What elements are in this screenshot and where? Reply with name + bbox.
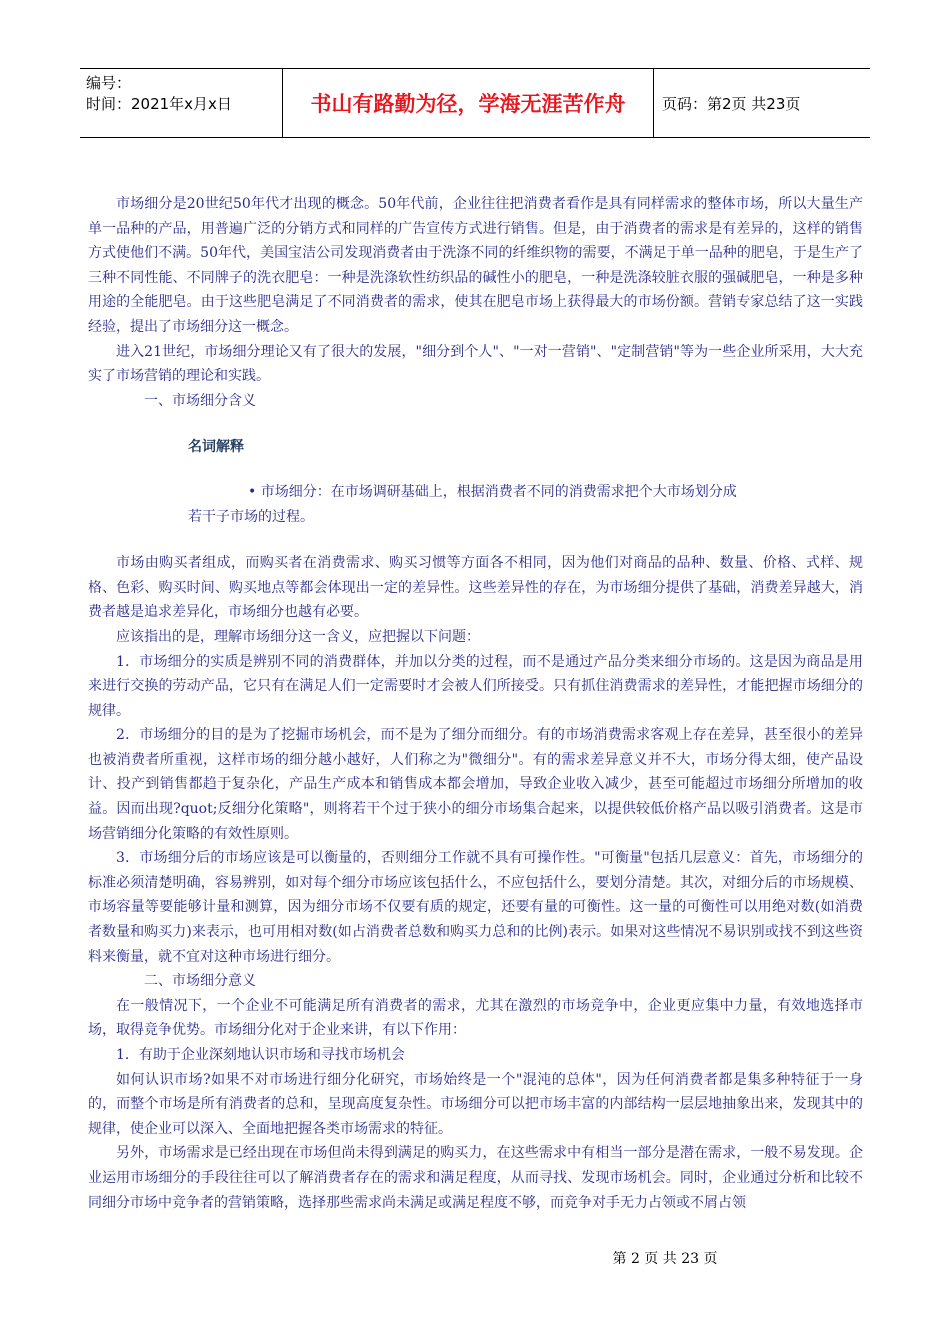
paragraph: 应该指出的是，理解市场细分这一含义，应把握以下问题： [116,628,480,645]
paragraph: 在一般情况下，一个企业不可能满足所有消费者的需求，尤其在激烈的市场竞争中，企业更应集中力量，有效地选择市场，取得竞争优势。市场细分化对于企业来讲，有以下作用： [88,997,863,1039]
paragraph: 如何认识市场?如果不对市场进行细分化研究，市场始终是一个"混沌的总体"，因为任何消费者都是集多种特征于一身的，而整个市场是所有消费者的总和，呈现高度复杂性。市场细分可以把市场丰富的内部结构一层层地抽象出来，发现其中的规律，使企业可以深入、全面地把握各类市场需求的特征。 [88,1071,863,1137]
paragraph: 3．市场细分后的市场应该是可以衡量的，否则细分工作就不具有可操作性。"可衡量"包括几层意义：首先，市场细分的标准必须清楚明确，容易辨别，如对每个细分市场应该包括什么，不应包括什么，要划分清楚。其次，对细分后的市场规模、市场容量等要能够计量和测算，因为细分市场不仅要有质的规定，还要有量的可衡性。这一量的可衡性可以用绝对数(如消费者数量和购买力)来表示，也可用相对数(如占消费者总数和购买力总和的比例)表示。如果对这些情况不易识别或找不到这些资料来衡量，就不宜对这种市场进行细分。 [88,850,863,965]
section-heading: 二、市场细分意义 [144,973,256,990]
document-number: 编号： [86,74,132,92]
page-header [80,68,870,138]
term-title: 名词解释 [188,439,244,456]
paragraph: 市场细分是20世纪50年代才出现的概念。50年代前，企业往往把消费者看作是具有同样需求的整体市场，所以大量生产单一品种的产品，用普遍广泛的分销方式和同样的广告宣传方式进行销售。但是，由于消费者的需求是有差异的，这样的销售方式使他们不满。50年代，美国宝洁公司发现消费者由于洗涤不同的纤维织物的需要，不满足于单一品种的肥皂，于是生产了三种不同性能、不同牌子的洗衣肥皂：一种是洗涤软性纺织品的碱性小的肥皂，一种是洗涤较脏衣服的强碱肥皂，一种是多种用途的全能肥皂。由于这些肥皂满足了不同消费者的需求，使其在肥皂市场上获得最大的市场份额。营销专家总结了这一实践经验，提出了市场细分这一概念。 [88,196,863,335]
definition-line: 若干子市场的过程。 [188,508,314,525]
header-motto: 书山有路勤为径，学海无涯苦作舟 [282,69,654,137]
paragraph: 市场由购买者组成，而购买者在消费需求、购买习惯等方面各不相同，因为他们对商品的品种、数量、价格、式样、规格、色彩、购买时间、购买地点等都会体现出一定的差异性。这些差异性的存在，为市场细分提供了基础，消费差异越大，消费者越是追求差异化，市场细分也越有必要。 [88,555,863,621]
definition-line: • 市场细分：在市场调研基础上，根据消费者不同的消费需求把个大市场划分成 [248,483,737,500]
header-page-number: 页码：第2页 共23页 [662,94,801,113]
header-meta [80,69,282,137]
paragraph: 另外，市场需求是已经出现在市场但尚未得到满足的购买力，在这些需求中有相当一部分是潜在需求，一般不易发现。企业运用市场细分的手段往往可以了解消费者存在的需求和满足程度，从而寻找、发现市场机会。同时，企业通过分析和比较不同细分市场中竞争者的营销策略，选择那些需求尚未满足或满足程度不够，而竞争对手无力占领或不屑占领 [88,1145,863,1211]
paragraph: 进入21世纪，市场细分理论又有了很大的发展，"细分到个人"、"一对一营销"、"定制营销"等为一些企业所采用，大大充实了市场营销的理论和实践。 [88,343,863,385]
page-footer: 第 2 页 共 23 页 [612,1251,718,1267]
document-body [88,192,863,1215]
paragraph: 2．市场细分的目的是为了挖掘市场机会，而不是为了细分而细分。有的市场消费需求客观上存在差异，甚至很小的差异也被消费者所重视，这样市场的细分越小越好，人们称之为"微细分"。有的需求差异意义并不大，市场分得太细，使产品设计、投产到销售都趋于复杂化，产品生产成本和销售成本都会增加，导致企业收入减少，甚至可能超过市场细分所增加的收益。因而出现?quot;反细分化策略"，则将若干个过于狭小的细分市场集合起来，以提供较低价格产品以吸引消费者。这是市场营销细分化策略的有效性原则。 [88,727,863,842]
subheading: 1．有助于企业深刻地认识市场和寻找市场机会 [116,1047,405,1063]
paragraph: 1．市场细分的实质是辨别不同的消费群体，并加以分类的过程，而不是通过产品分类来细分市场的。这是因为商品是用来进行交换的劳动产品，它只有在满足人们一定需要时才会被人们所接受。只有抓住消费需求的差异性，才能把握市场细分的规律。 [88,653,863,719]
section-heading: 一、市场细分含义 [144,392,256,409]
document-date: 时间：2021年x月x日 [86,95,232,113]
